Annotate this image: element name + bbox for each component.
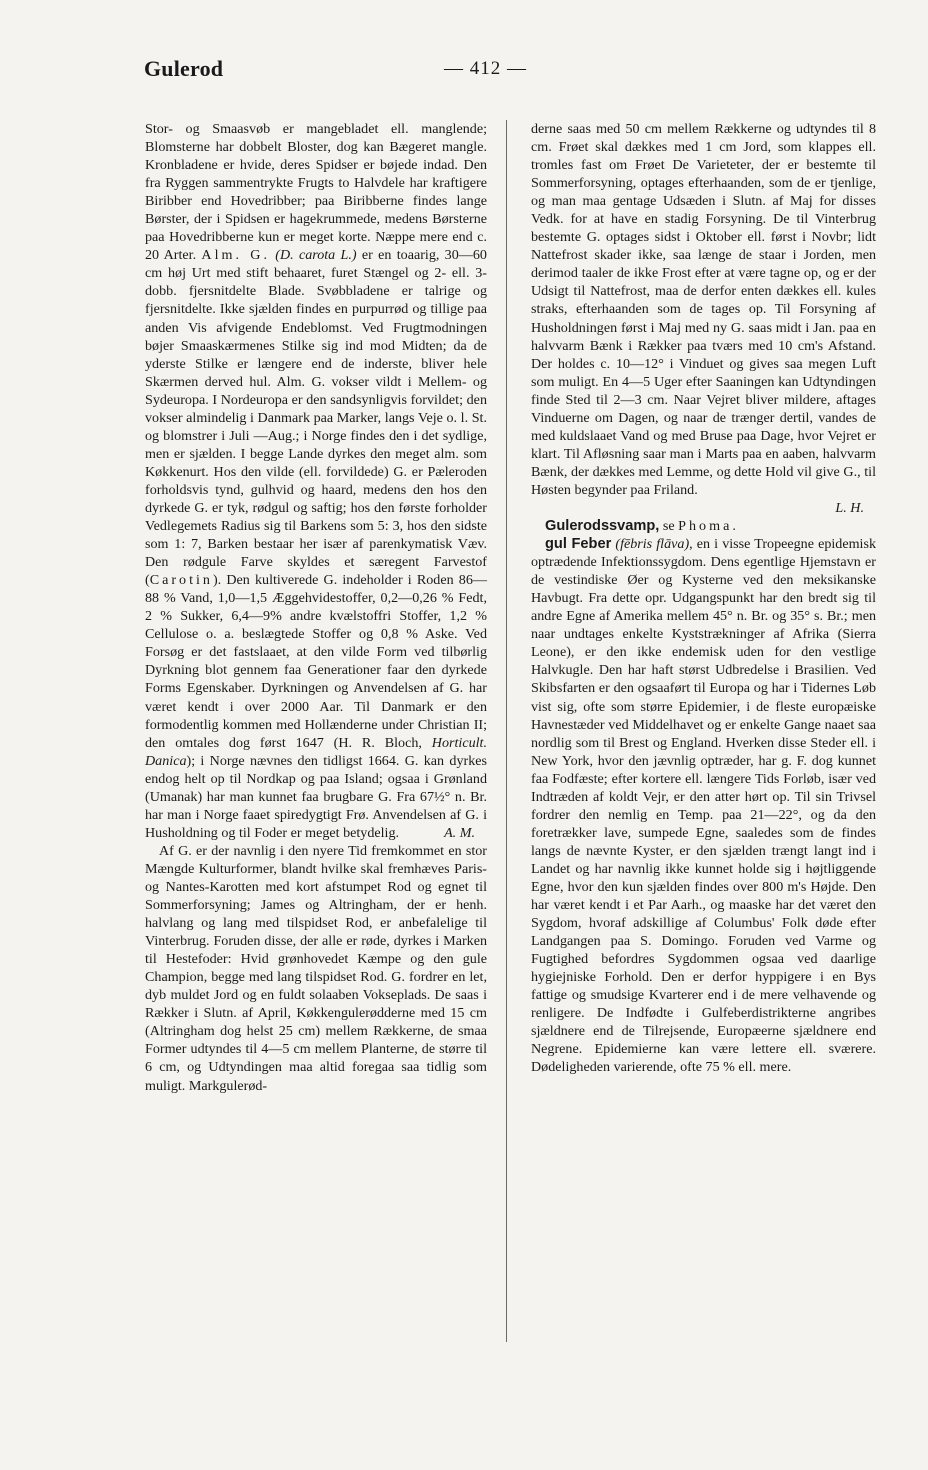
cross-ref-phoma[interactable]: Phoma. — [678, 518, 739, 535]
headword-gul-feber: gul Feber — [545, 536, 612, 553]
column-divider — [506, 120, 507, 1342]
article-gulerod-cultivation: Af G. er der navnlig i den nyere Tid fremkommet en stor Mængde Kulturformer, blandt hvilke skal fremhæves Paris- og Nantes-Karotten med kort afstumpet Rod og egnet til Sommerforsyning; James og Altringham, der er henh. halvlang og lang med tilspidset Rod, er anbefalelige til Vinterbrug. Foruden disse, der alle er røde, dyrkes i Marken til Hestefoder: Hvid grønhovedet Kæmpe og den gule Champion, begge med lang tilspidset Rod. G. fordrer en let, dyb muldet Jord og en fuldt solaaben Vokseplads. De saas i Rækker i Slutn. af April, Køkkengulerødderne med 15 cm (Altringham dog helst 25 cm) mellem Rækkerne, de smaa Former udtyndes til 4—5 cm mellem Planterne, de større til 6 cm, og Udtyndingen maa altid foregaa saa tidlig som muligt. Markgulerød- — [145, 842, 487, 1094]
headword-gulerodssvamp: Gulerodssvamp, — [545, 518, 660, 535]
paragraph-text: ); i Norge nævnes den tidligst 1664. G. kan dyrkes endog helt op til Nordkap og paa Island; ogsaa i Grønland (Umanak) har man kunnet faa brugbare G. Fra 67½° n. Br. har man i Norge faaet spiredygtigt Frø. Anvendelsen af G. i Husholdning og til Foder er meget betydelig. — [145, 752, 487, 841]
right-column — [531, 120, 876, 1076]
author-signature-am: A. M. — [444, 824, 475, 841]
paragraph-text: ). Den kultiverede G. indeholder i Roden 86—88 % Vand, 1,0—1,5 Æggehvidestoffer, 0,2—0,26 % Fedt, 2 % Sukker, 6,4—9% andre kvælstoffri Stoffer, 1,2 % Cellulose o. a. beslægtede Stoffer og 0,8 % Aske. Ved Forsøg er det fastslaaet, at den vilde Form ved tilbørlig Dyrkning blot gennem faa Generationer faar den dyrkede Forms Egenskaber. Dyrkningen og Anvendelsen af G. har været kendt i over 2000 Aar. Til Danmark er den formodentlig kommen med Hollænderne under Christian II; den omtales dog først 1647 (H. R. Bloch, — [145, 572, 487, 751]
left-column — [145, 120, 487, 1095]
article-gulerod-body — [145, 120, 487, 842]
running-head: Gulerod — [144, 56, 224, 81]
author-signature-lh: L. H. — [835, 499, 864, 516]
article-gulerod-continued: derne saas med 50 cm mellem Rækkerne og udtyndes til 8 cm. Frøet skal dækkes med 1 cm Jord, som klappes ell. tromles fast om Frøet De Varieteter, der er bestemte til Sommerforsyning, optages efterhaanden, som de er tjenlige, og man maa gentage Udsæden i Slutn. af Maj for disses Vedk. for at have en stadig Forsyning. De til Vinterbrug bestemte G. optages sidst i Oktober ell. først i Novbr; lidt Nattefrost skader ikke, saa længe de staar i Jorden, men derimod taaler de ikke Frost efter at være tagne op, og er der Udsigt til Nattefrost, maa de derfor enten dækkes ell. kules straks, efterhaanden som de tages op. Til Forsyning af Husholdningen først i Maj med ny G. saas midt i Jan. paa en halvvarm Bænk i Rækker paa tværs med 10 cm's Afstand. Der holdes c. 10—12° i Vinduet og gives saa megen Luft som muligt. En 4—5 Uger efter Saaningen kan Udtyndingen finde Sted til 2—3 cm. Naar Vejret bliver mildere, aftages Vinduerne om Dagen, og naar de trænger dertil, vandes de med kuldslaaet Vand og med Bruse paa Dage, hvor Vejret er klart. Til Afløsning saar man i Marts paa en aaben, halvvarm Bænk, der dækkes med Lemme, og dette Hold vil give G., til Høsten begynder paa Friland. — [531, 121, 876, 498]
page-header — [144, 56, 868, 90]
term-carotin: Carotin — [149, 572, 213, 589]
entry-text: , en i visse Tropeegne epidemisk optrædende Infektionssygdom. Dens egentlige Hjemstavn er de vestindiske Øer og Kysterne ved den meksikanske Havbugt. Fra dette opr. Udgangspunkt har den bredt sig til andre Egne af Amerika mellem 45° n. Br. og 35° s. Br.; men naar undtages enkelte Kyststrækninger af Afrika (Sierra Leone), er den ikke endemisk uden for den vestlige Halvkugle. Den har haft størst Udbredelse i Brasilien. Ved Skibsfarten er den ogsaaført til Europa og har i Tidernes Løb vist sig, ofte som større Epidemier, i de fleste europæiske Havnestæder ved Middelhavet og er enkelte Gange naaet saa nordlig som til Brest og England. Hverken disse Steder ell. i New York, hvor den jævnlig optræder, har g. F. dog kunnet faa Fodfæste; efter kortere ell. længere Tids Forløb, især ved Indtræden af koldt Vejr, er den atter hørt op. Til sin Trivsel fordrer den nemlig en Temp. paa 21—22°, og da den foretrækker lave, sumpede Egne, saaledes som de findes langs de nævnte Kyster, er den sjælden trængt langt ind i Landet og har navnlig ikke kunnet holde sig i højtliggende Egne, hvor den kun sjælden findes over 800 m's Højde. Den har været kendt i et Par Aarh., og maaske har det været den Sygdom, hvoraf adskillige af Columbus' Folk døde efter Landgangen paa S. Domingo. Foruden ved Varme og Fugtighed befordres Sygdommen ogsaa ved daarlige hygiejniske Forhold. Den er derfor hyppigere i en Bys fattige og smudsige Kvarterer end i de mere velhavende og renligere. De Indfødte i Gulfeberdistrikterne angribes sjældnere end de Tilrejsende, Europæerne sjældnere end Negrene. Epidemierne kan være lettere ell. sværere. Dødeligheden varierende, ofte 75 % ell. mere. — [531, 536, 877, 1076]
entry-gulerodssvamp — [531, 517, 876, 535]
latin-name: (fēbris flāva) — [615, 536, 690, 553]
entry-gul-feber — [531, 535, 876, 1076]
book-title: Horticult. Danica — [145, 734, 487, 769]
paragraph-text: Stor- og Smaasvøb er mangebladet ell. manglende; Blomsterne har dobbelt Bloster, dog kan Bægeret mangle. Kronbladene er hvide, deres Spidser er bøjede indad. Den fra Ryggen sammentrykte Frugts to Halvdele har kraftigere Biribber end Hovedribber; paa Biribberne findes lange Børster, der i Spidsen er hagekrummede, medens Børsterne paa Hovedribberne kun er meget korte. Næppe mere end c. 20 Arter. — [145, 121, 487, 264]
term-alm-g: Alm. G. — [201, 247, 270, 264]
paragraph-text: er en toaarig, 30—60 cm høj Urt med stift behaaret, furet Stængel og 2- ell. 3-dobb. fjersnitdelte Blade. Svøbbladene er talrige og fjersnitdelte. Ikke sjælden findes en purpurrød og tillige paa anden Vis afvigende Endeblomst. Ved Frugtmodningen bøjer Smaaskærmenes Stilke sig ind mod Midten; da de yderste Stilke er længere end de inderste, bliver hele Skærmen derved hul. Alm. G. vokser vildt i Mellem- og Sydeuropa. I Nordeuropa er den sandsynligvis forvildet; den vokser almindelig i Danmark paa Marker, langs Veje o. l. St. og blomstrer i Juli —Aug.; i Norge findes den i det sydlige, men er sjælden. I begge Lande dyrkes den meget alm. som Køkkenurt. Hos den vilde (ell. forvildede) G. er Pæleroden forholdsvis tynd, gulhvid og haard, medens den hos den dyrkede G. er tyk, rødgul og saftig; hos den første forholder Vedlegemets Radius sig til Barkens som 5: 3, hos den sidste som 1: 7, Barken bestaar her især af parenkymatisk Væv. Den rødgule Farve skyldes et særegent Farvestof ( — [145, 247, 487, 589]
page-number: — 412 — — [444, 58, 527, 79]
species-name: (D. carota L.) — [275, 247, 357, 264]
cross-ref-text: se — [662, 518, 675, 535]
